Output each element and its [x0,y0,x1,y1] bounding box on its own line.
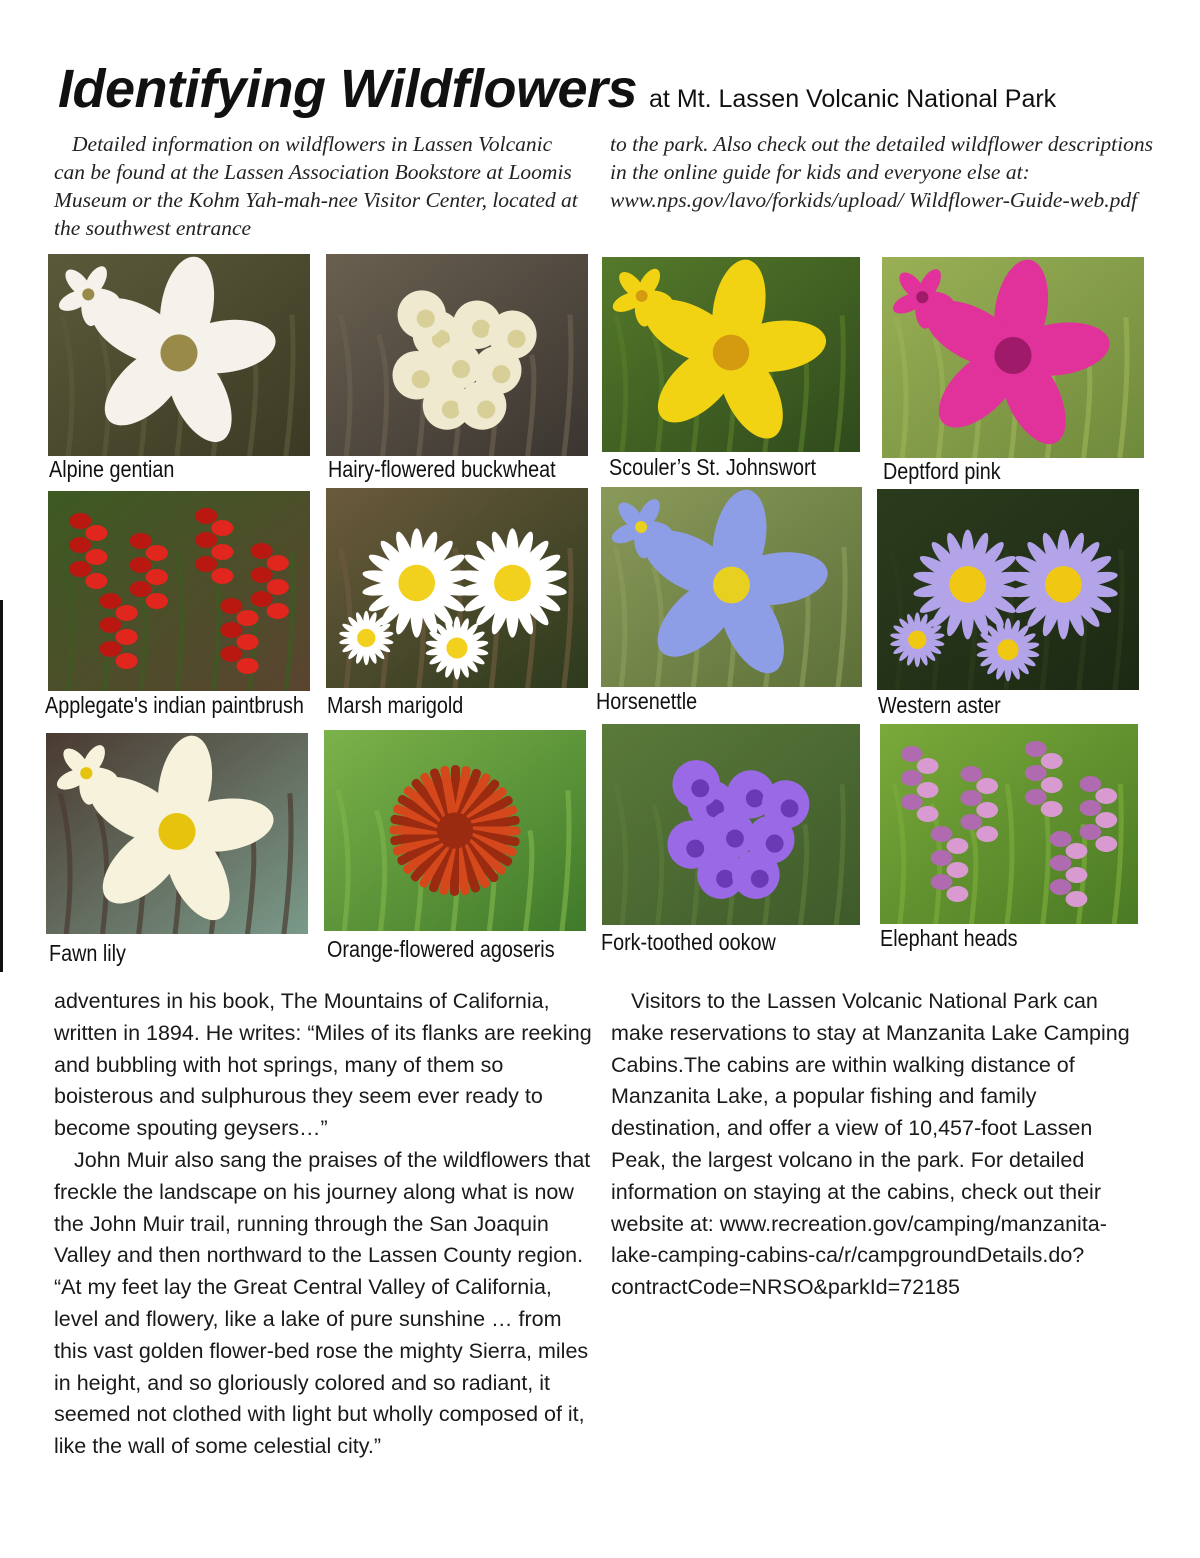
caption-fork-toothed-ookow: Fork-toothed ookow [601,929,776,955]
caption-marsh-marigold: Marsh marigold [327,692,464,718]
intro-text-right: to the park. Also check out the detailed wildflower descriptions in the online guide for kids and everyone else at: www.nps.gov/lavo/forkids/upload/ Wildflower-Guide-web.pdf [610,132,1153,212]
article-paragraph: John Muir also sang the praises of the wildflowers that freckle the landscape on his journey along what is now the John Muir trail, running through the San Joaquin Valley and then northward to the Lassen County region. “At my feet lay the Great Central Valley of California, level and flowery, like a lake of pure sunshine … from this vast golden flower-bed rose the mighty Sierra, miles in height, and so gloriously colored and so radiant, it seemed not clothed with light but wholly composed of it, like the wall of some celestial city.” [54,1147,591,1459]
caption-fawn-lily: Fawn lily [49,940,126,966]
title-main: Identifying Wildflowers [58,59,638,119]
photo-horsenettle [601,487,862,687]
photo-alpine-gentian [48,254,310,456]
flower-photo [882,257,1144,458]
photo-orange-flowered-agoseris [324,730,586,931]
flower-photo [46,733,308,934]
flower-photo [326,488,588,688]
flower-photo [602,257,860,452]
caption-orange-flowered-agoseris: Orange-flowered agoseris [327,936,555,962]
intro-text-left: Detailed information on wildflowers in Lassen Volcanic can be found at the Lassen Association Bookstore at Loomis Museum or the Kohm Yah-mah-nee Visitor Center, located at the southwest entrance [54,132,578,240]
article-paragraph: adventures in his book, The Mountains of California, written in 1894. He writes: “Miles of its flanks are reeking and bubbling with hot springs, many of them so boisterous and sulphurous they seem ever ready to become spouting geysers…” [54,989,592,1141]
caption-applegates-indian-paintbrush: Applegate's indian paintbrush [45,692,304,718]
photo-marsh-marigold [326,488,588,688]
flower-photo [324,730,586,931]
page-title [58,58,1056,120]
flower-photo [601,487,862,687]
flower-photo [48,254,310,456]
flower-photo [326,254,588,456]
caption-hairy-flowered-buckwheat: Hairy-flowered buckwheat [328,456,556,482]
photo-fawn-lily [46,733,308,934]
flower-photo [48,491,310,691]
flower-photo [877,489,1139,690]
article-column-right [611,986,1141,1304]
margin-rule [0,600,3,972]
flower-photo [880,724,1138,924]
photo-hairy-flowered-buckwheat [326,254,588,456]
article-paragraph: Visitors to the Lassen Volcanic National Park can make reservations to stay at Manzanita Lake Camping Cabins.The cabins are within walking distance of Manzanita Lake, a popular fishing and family destination, and offer a view of 10,457-foot Lassen Peak, the largest volcano in the park. For detailed information on staying at the cabins, check out their website at: www.recreation.gov/camping/manzanita-lake-camping-cabins-ca/r/campgroundDetails.do?contractCode=NRSO&parkId=72185 [611,989,1130,1300]
caption-scoulers-st-johnswort: Scouler’s St. Johnswort [609,454,817,480]
photo-western-aster [877,489,1139,690]
flower-photo [602,724,860,925]
caption-horsenettle: Horsenettle [596,688,698,714]
photo-elephant-heads [880,724,1138,924]
title-subtitle: at Mt. Lassen Volcanic National Park [649,85,1057,113]
caption-western-aster: Western aster [878,692,1001,718]
photo-fork-toothed-ookow [602,724,860,925]
caption-deptford-pink: Deptford pink [883,458,1001,484]
caption-alpine-gentian: Alpine gentian [49,456,175,482]
article-column-left [54,986,594,1463]
caption-elephant-heads: Elephant heads [880,925,1018,951]
photo-deptford-pink [882,257,1144,458]
photo-applegates-indian-paintbrush [48,491,310,691]
photo-scoulers-st-johnswort [602,257,860,452]
